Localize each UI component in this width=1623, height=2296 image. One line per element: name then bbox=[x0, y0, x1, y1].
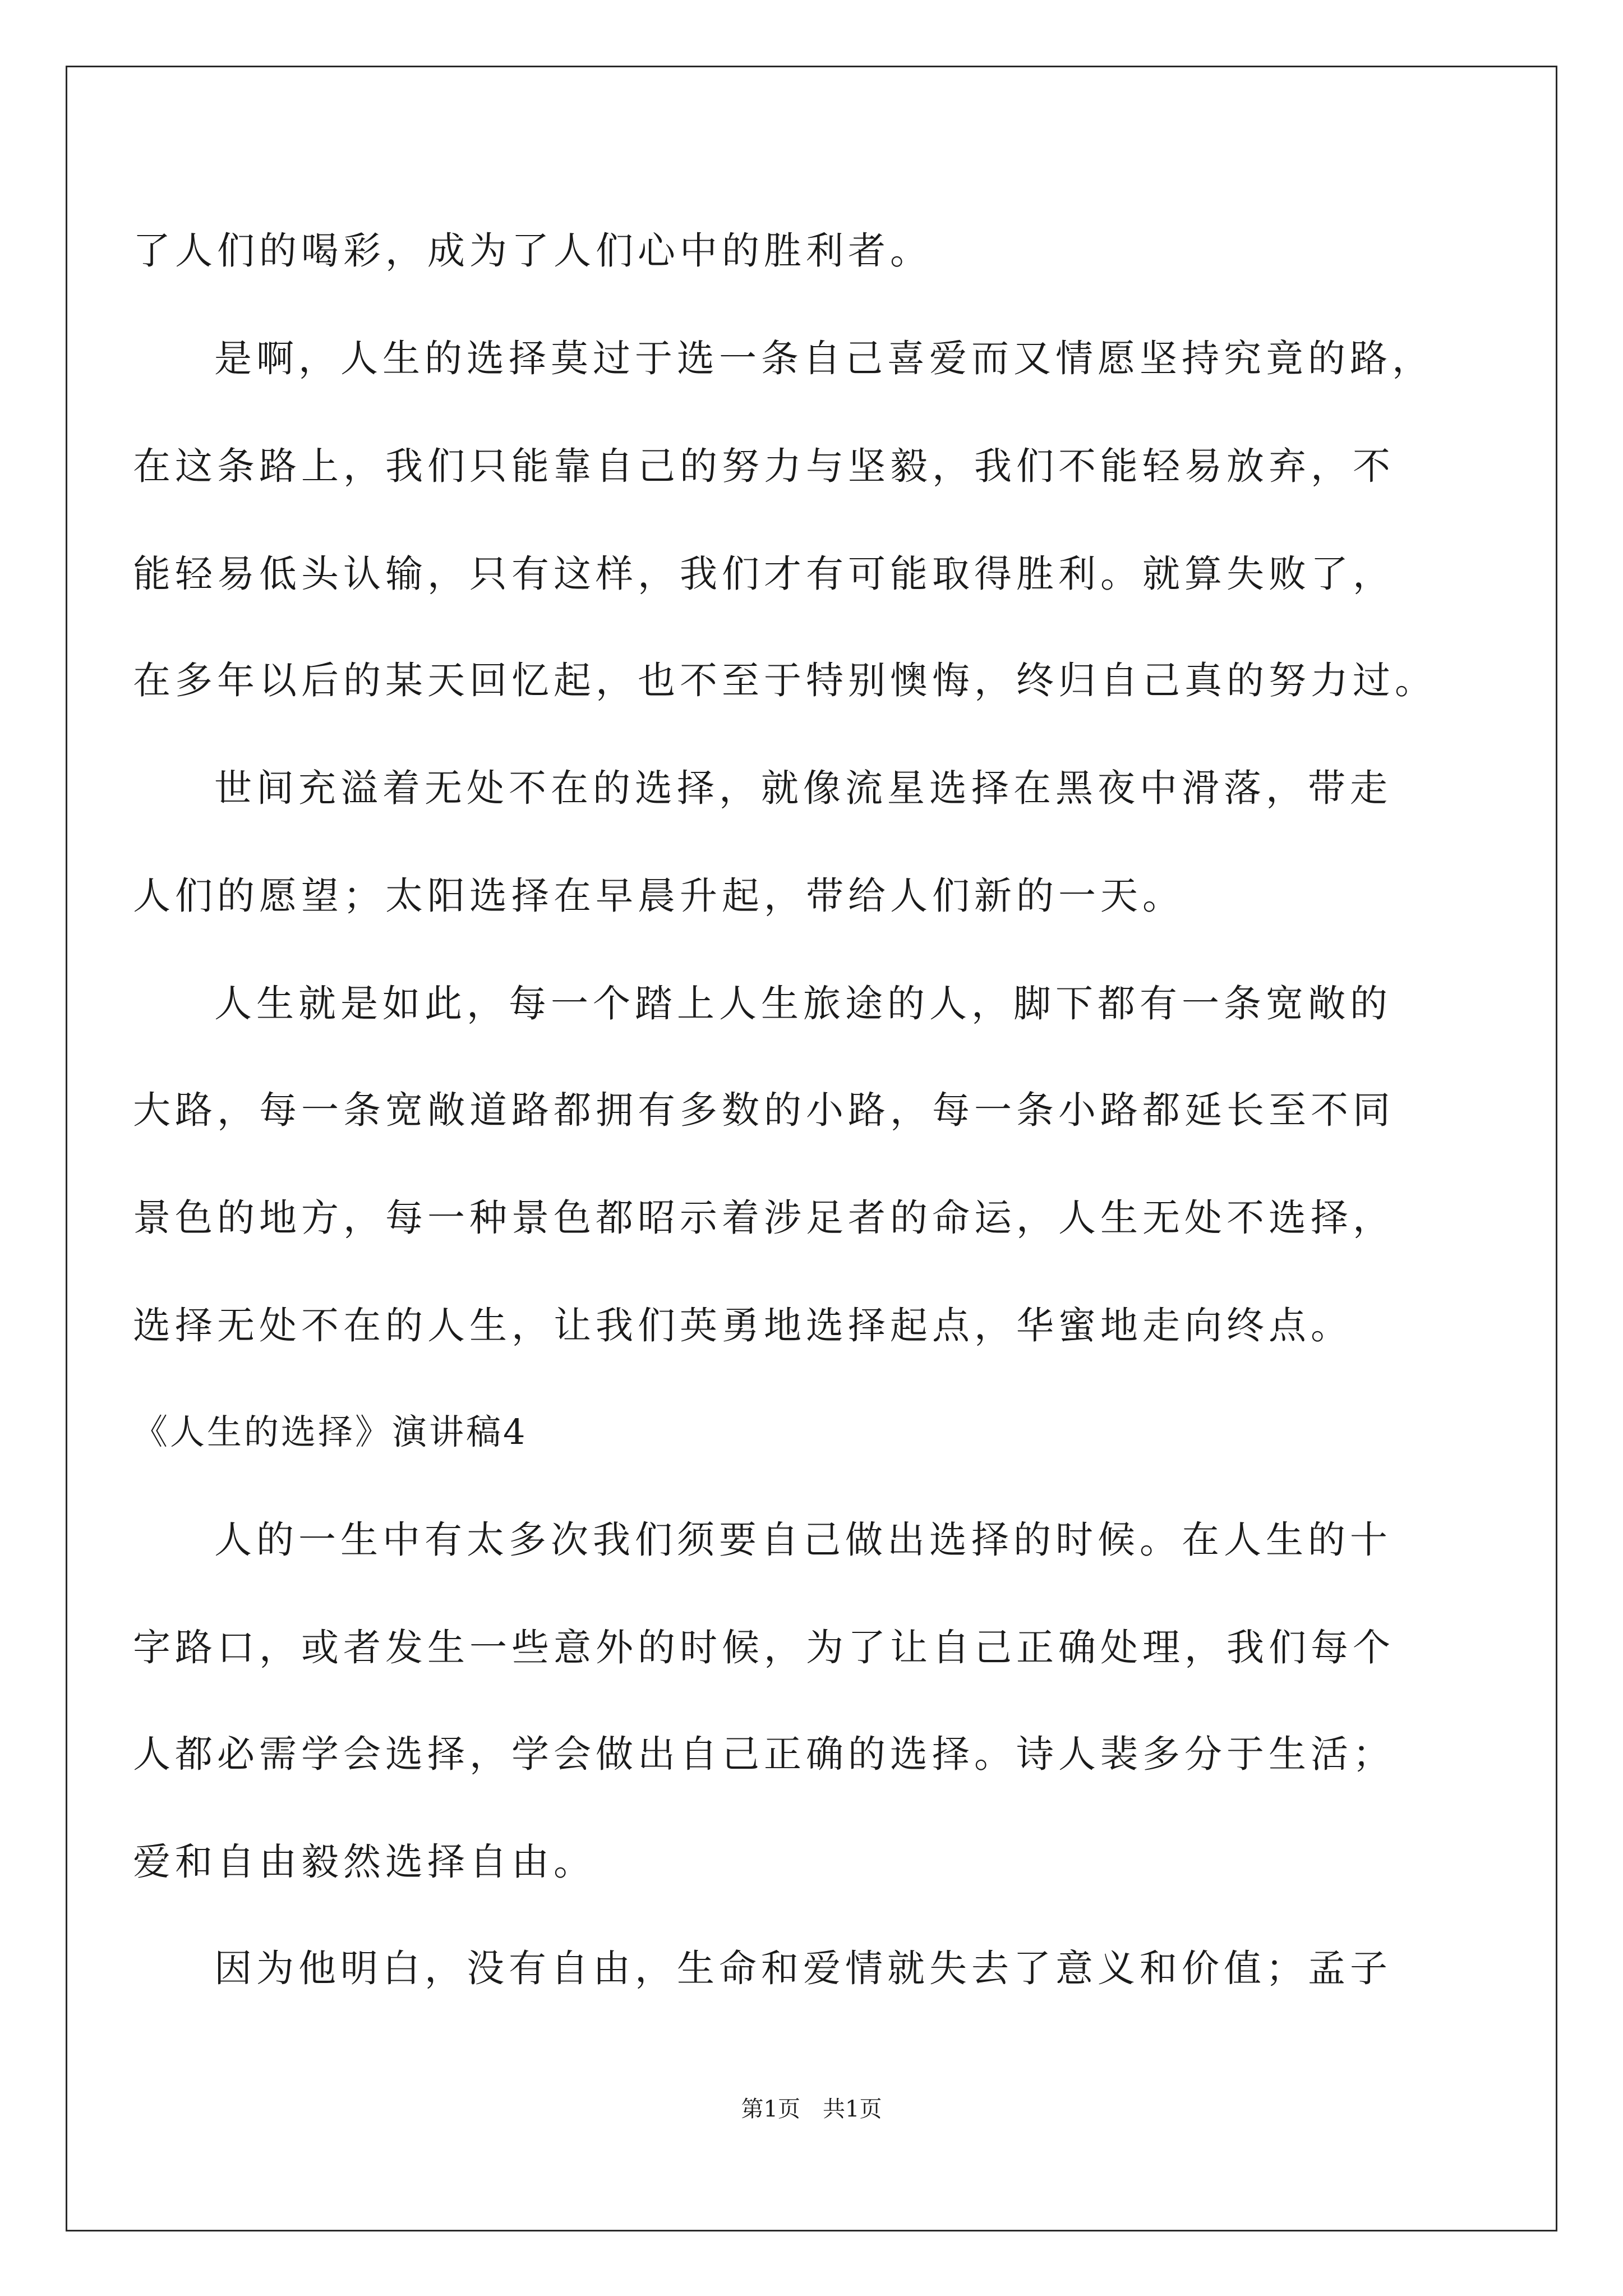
text-line: 字路口，或者发生一些意外的时候，为了让自己正确处理，我们每个 bbox=[133, 1626, 1395, 1669]
section-heading: 《人生的选择》演讲稿4 bbox=[133, 1411, 528, 1452]
text-line: 人都必需学会选择，学会做出自己正确的选择。诗人裴多分于生活； bbox=[133, 1732, 1395, 1776]
paragraph-first-line: 世间充溢着无处不在的选择，就像流星选择在黑夜中滑落，带走 bbox=[214, 766, 1392, 810]
text-line: 景色的地方，每一种景色都昭示着涉足者的命运，人生无处不选择， bbox=[133, 1196, 1395, 1240]
text-line: 人们的愿望；太阳选择在早晨升起，带给人们新的一天。 bbox=[133, 874, 1184, 918]
page-border bbox=[66, 66, 1557, 2231]
paragraph-first-line: 因为他明白，没有自由，生命和爱情就失去了意义和价值；孟子 bbox=[214, 1947, 1392, 1990]
text-line: 选择无处不在的人生，让我们英勇地选择起点，华蜜地走向终点。 bbox=[133, 1304, 1353, 1347]
text-line: 大路，每一条宽敞道路都拥有多数的小路，每一条小路都延长至不同 bbox=[133, 1088, 1395, 1132]
text-line: 爱和自由毅然选择自由。 bbox=[133, 1840, 596, 1884]
text-line: 能轻易低头认输，只有这样，我们才有可能取得胜利。就算失败了， bbox=[133, 552, 1395, 596]
text-line: 在多年以后的某天回忆起，也不至于特别懊悔，终归自己真的努力过。 bbox=[133, 659, 1437, 702]
paragraph-first-line: 人生就是如此，每一个踏上人生旅途的人，脚下都有一条宽敞的 bbox=[214, 982, 1392, 1025]
paragraph-first-line: 人的一生中有太多次我们须要自己做出选择的时候。在人生的十 bbox=[214, 1518, 1392, 1562]
text-line: 在这条路上，我们只能靠自己的努力与坚毅，我们不能轻易放弃，不 bbox=[133, 444, 1395, 488]
paragraph-first-line: 是啊，人生的选择莫过于选一条自己喜爱而又情愿坚持究竟的路， bbox=[214, 337, 1434, 380]
text-line: 了人们的喝彩，成为了人们心中的胜利者。 bbox=[133, 229, 932, 273]
page-number: 第1页 共1页 bbox=[741, 2096, 882, 2122]
